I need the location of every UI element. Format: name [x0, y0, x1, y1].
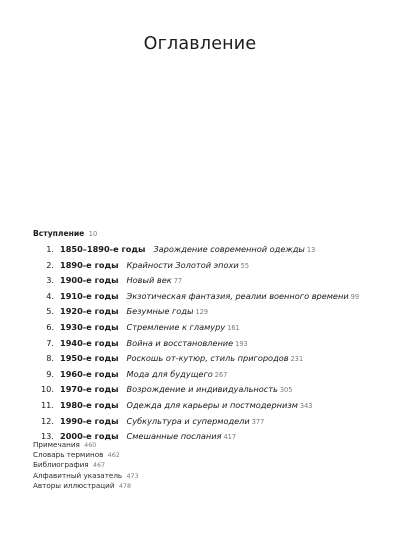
chapter-entry[interactable] [33, 353, 393, 369]
chapter-entry[interactable] [33, 416, 393, 432]
back-matter-label: Словарь терминов [33, 450, 104, 460]
back-matter-page-number: 460 [84, 441, 97, 449]
back-matter-list [33, 440, 139, 491]
chapter-title: Новый век [126, 275, 172, 286]
chapter-page-number: 77 [173, 277, 183, 286]
chapter-title: Экзотическая фантазия, реалии военного времени [126, 290, 349, 301]
chapter-title: Крайности Золотой эпохи [126, 259, 239, 270]
chapter-page-number: 305 [279, 386, 293, 395]
chapter-page-number: 13 [306, 246, 316, 254]
back-matter-page-number: 473 [126, 471, 139, 480]
intro-label: Вступление [33, 229, 85, 238]
intro-entry[interactable] [33, 229, 97, 238]
chapter-page-number: 343 [299, 401, 313, 410]
chapter-page-number: 231 [290, 355, 304, 364]
chapter-title: Возрождение и индивидуальность [126, 384, 278, 395]
chapter-title: Мода для будущего [126, 368, 213, 379]
chapter-number: 5. [46, 306, 54, 317]
chapter-entry[interactable] [33, 260, 393, 276]
chapter-decade: 1930-е годы [60, 321, 119, 332]
chapter-number: 12. [40, 415, 54, 426]
back-matter-entry[interactable] [33, 450, 139, 460]
chapter-title: Смешанные послания [126, 431, 222, 442]
chapter-page-number: 55 [240, 261, 250, 270]
chapter-decade: 1850–1890-е годы [60, 244, 146, 254]
chapter-decade: 1940-е годы [60, 337, 119, 348]
chapter-page-number: 193 [235, 339, 248, 348]
back-matter-entry[interactable] [33, 440, 139, 450]
intro-page-number: 10 [88, 230, 98, 238]
chapter-title: Война и восстановление [126, 337, 234, 348]
chapter-number: 9. [46, 368, 54, 379]
chapter-page-number: 161 [227, 323, 240, 332]
chapter-entry[interactable] [33, 291, 393, 307]
back-matter-entry[interactable] [33, 481, 139, 491]
back-matter-page-number: 467 [92, 461, 106, 470]
chapter-number: 1. [46, 244, 54, 254]
chapter-entry[interactable] [33, 244, 393, 260]
chapter-decade: 1960-е годы [60, 368, 119, 379]
chapter-number: 7. [46, 337, 54, 348]
chapter-entry[interactable] [33, 322, 393, 338]
back-matter-label: Авторы иллюстраций [33, 480, 115, 490]
chapter-decade: 1990-е годы [60, 415, 119, 426]
chapter-number: 10. [40, 384, 54, 395]
back-matter-page-number: 478 [118, 481, 132, 490]
chapter-entry[interactable] [33, 275, 393, 291]
page-title: Оглавление [143, 34, 257, 54]
back-matter-label: Примечания [33, 440, 80, 449]
chapter-number: 2. [46, 259, 54, 270]
chapter-title: Зарождение современной одежды [153, 244, 305, 254]
chapter-title: Субкультура и супермодели [126, 415, 250, 426]
chapter-title: Роскошь от-кутюр, стиль пригородов [126, 353, 289, 364]
chapter-title: Одежда для карьеры и постмодернизм [126, 399, 298, 410]
back-matter-page-number: 462 [107, 451, 120, 460]
chapter-decade: 1980-е годы [60, 399, 119, 410]
chapter-decade: 1910-е годы [60, 290, 119, 301]
chapter-decade: 1890-е годы [60, 259, 119, 270]
back-matter-entry[interactable] [33, 471, 139, 481]
chapter-number: 11. [40, 399, 54, 410]
back-matter-label: Библиография [33, 460, 89, 470]
chapter-entry[interactable] [33, 338, 393, 354]
chapter-decade: 1920-е годы [60, 306, 119, 317]
chapter-number: 4. [46, 290, 54, 301]
chapter-decade: 1950-е годы [60, 353, 119, 364]
chapter-number: 3. [46, 275, 54, 286]
chapter-page-number: 129 [195, 308, 209, 317]
chapter-decade: 1970-е годы [60, 384, 119, 395]
chapter-page-number: 377 [251, 417, 265, 426]
chapter-number: 13. [40, 431, 54, 442]
chapter-title: Безумные годы [126, 306, 194, 317]
chapter-title: Стремление к гламуру [126, 321, 226, 332]
chapter-page-number: 99 [350, 292, 360, 301]
chapter-entry[interactable] [33, 306, 393, 322]
chapter-entry[interactable] [33, 384, 393, 400]
back-matter-entry[interactable] [33, 460, 139, 470]
chapter-number: 8. [46, 353, 54, 364]
chapter-entry[interactable] [33, 400, 393, 416]
chapter-number: 6. [46, 321, 54, 332]
chapter-decade: 2000-е годы [60, 431, 119, 442]
chapter-page-number: 417 [223, 433, 237, 442]
chapter-page-number: 267 [214, 370, 228, 379]
chapter-entry[interactable] [33, 369, 393, 385]
chapter-list [33, 244, 393, 447]
chapter-decade: 1900-е годы [60, 275, 119, 286]
back-matter-label: Алфавитный указатель [33, 470, 123, 480]
